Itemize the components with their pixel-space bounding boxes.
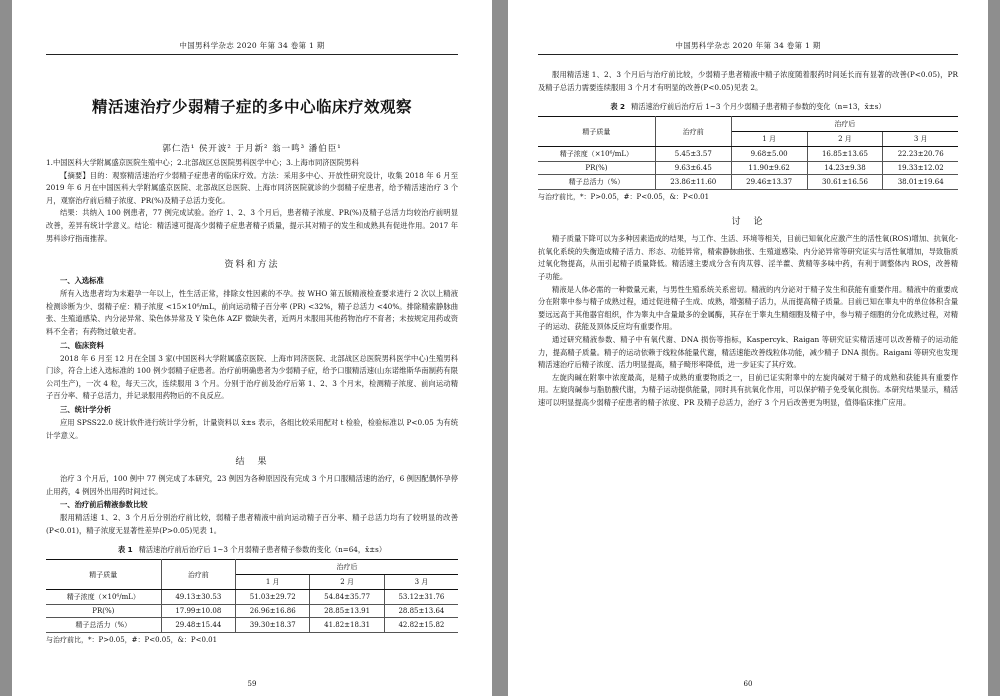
table1-note: 与治疗前比，*：P>0.05，#：P<0.05，&：P<0.01 <box>46 636 218 645</box>
abstract-p2: 结果：共纳入 100 例患者，77 例完成试验。治疗 1、2、3 个月后，患者精子浓度、PR(%)及精子总活力均较治疗前明显改善，差异有统计学意义。结论：精活速可提高少弱精子症患者精子质量，提示其对精子的发生和成熟具有促进作用。2017 年男科诊疗指南推荐。 <box>46 208 458 243</box>
table1-number: 表 1 <box>117 545 133 555</box>
table2-cell: 30.61±16.56 <box>807 175 883 190</box>
heading-subjects: 一、入选标准 <box>60 276 104 286</box>
discussion-p2: 精液是人体必需的一种微量元素，与男性生殖系统关系密切。精液的内分泌对于精子发生和获能有重要作用。精液中的重要成分在附睾中参与精子成熟过程，通过促进精子生成、成熟，增强精子活力，从而提高精子质量。目前已知在睾丸中的单位体积含量要远远高于其他器官组织，作为睾丸中含量最多的金属酶，其存在于睾丸生精细胞及精子中，参与精子细胞的分化成熟过程，对精子的运动、获能及顶体反应均有重要作用。 <box>538 284 958 332</box>
table1-cell: 28.85±13.91 <box>310 605 384 618</box>
table1-cell: 17.99±10.08 <box>161 605 235 618</box>
table2-cell: PR(%) <box>538 162 655 175</box>
table1-cell: 51.03±29.72 <box>236 590 310 605</box>
section-results: 结 果 <box>235 457 269 468</box>
table1-cell: 26.96±16.86 <box>236 605 310 618</box>
table-1 <box>46 559 458 633</box>
table1-cell: 29.48±15.44 <box>161 618 235 633</box>
page-number: 60 <box>743 680 753 688</box>
page-59 <box>12 0 492 696</box>
table2-note: 与治疗前比，*：P>0.05，#：P<0.05，&：P<0.01 <box>538 193 710 202</box>
table2-header-m1: 1 月 <box>731 132 807 147</box>
table1-cell: 28.85±13.64 <box>384 605 458 618</box>
table2-caption <box>538 102 958 112</box>
table1-header-param: 精子质量 <box>46 560 161 590</box>
table2-number: 表 2 <box>610 102 626 112</box>
table2-cell: 38.01±19.64 <box>883 175 958 190</box>
table2-cell: 9.68±5.00 <box>731 147 807 162</box>
page-60 <box>508 0 988 696</box>
para-param-changes: 服用精活速 1、2、3 个月后分别治疗前比较，弱精子患者精液中前向运动精子百分率、精子总活力均有了较明显的改善(P<0.01)，精子浓度无显著性差异(P>0.05)见表 1。 <box>46 513 458 535</box>
table1-cell: 49.13±30.53 <box>161 590 235 605</box>
table1-cell: 53.12±31.76 <box>384 590 458 605</box>
section-methods: 资料和方法 <box>224 260 280 271</box>
article-title: 精活速治疗少弱精子症的多中心临床疗效观察 <box>91 98 412 116</box>
table2-cell: 16.85±13.65 <box>807 147 883 162</box>
heading-statistics: 三、统计学分析 <box>60 404 112 414</box>
table1-header-after: 治疗后 <box>236 560 458 575</box>
running-head: 中国男科学杂志 2020 年第 34 卷第 1 期 <box>538 40 958 55</box>
table2-cell: 19.33±12.02 <box>883 162 958 175</box>
section-discussion: 讨 论 <box>731 217 765 228</box>
table2-header-m3: 3 月 <box>883 132 958 147</box>
table-row <box>46 590 458 605</box>
table-row <box>538 147 958 162</box>
table2-header-before: 治疗前 <box>655 117 731 147</box>
table1-cell: 54.84±35.77 <box>310 590 384 605</box>
running-head: 中国男科学杂志 2020 年第 34 卷第 1 期 <box>46 40 458 55</box>
table1-cell: PR(%) <box>46 605 161 618</box>
table2-cell: 22.23±20.76 <box>883 147 958 162</box>
discussion-p1: 精子质量下降可以为多种因素造成的结果，与工作、生活、环境等相关，目前已知氧化应激产生的活性氧(ROS)增加、抗氧化-抗氧化系统的失衡造成精子活力、形态、功能异常，精索静脉曲张、生殖道感染、内分泌异常等研究证实与活性氧增加，导致脂质过氧化物提高，从而引起精子质量降低。精活速主要成分含有肉苁蓉、淫羊藿、黄精等多味中药，有利于调整体内 ROS，改善精子功能。 <box>538 234 958 281</box>
table2-cell: 23.86±11.60 <box>655 175 731 190</box>
table2-cell: 精子浓度（×10⁶/mL） <box>538 147 655 162</box>
table2-cell: 5.45±3.57 <box>655 147 731 162</box>
table1-cell: 41.82±18.31 <box>310 618 384 633</box>
table-row <box>46 605 458 618</box>
table-row <box>46 618 458 633</box>
table2-header-param: 精子质量 <box>538 117 655 147</box>
para-statistics: 应用 SPSS22.0 统计软件进行统计学分析，计量资料以 x̄±s 表示，各组比较采用配对 t 检验，检验标准以 P<0.05 为有统计学意义。 <box>46 417 458 440</box>
abstract-p1: 【摘要】目的：观察精活速治疗少弱精子症患者的临床疗效。方法：采用多中心、开放性研究设计，收集 2018 年 6 月至 2019 年 6 月在中国医科大学附属盛京医院、北部战区总医院、上海市同济医院就诊的少弱精子症患者，给予精活速治疗 3 个月，观察治疗前后精子浓度、PR(%)及精子总活力变化。 <box>46 170 458 205</box>
table1-header-m2: 2 月 <box>310 575 384 590</box>
table-2 <box>538 116 958 190</box>
table-row <box>538 175 958 190</box>
authors: 郭仁浩¹ 侯开波² 于月新² 翁一鸣³ 潘伯臣¹ <box>162 144 342 154</box>
discussion-p4: 左旋肉碱在附睾中浓度最高，是精子成熟的重要物质之一，目前已证实附睾中的左旋肉碱对于精子的成熟和获能具有重要作用。左旋肉碱参与脂肪酸代谢，为精子运动提供能量，同时具有抗氧化作用，可以保护精子免受氧化损伤。本研究结果显示，精活速可以明显提高少弱精子症患者的精子浓度、PR 及精子总活力，治疗 3 个月后改善更为明显，值得临床推广应用。 <box>538 372 958 407</box>
page-gap <box>492 0 508 696</box>
para-subjects: 所有入选患者均为未避孕一年以上，性生活正常，排除女性因素的不孕。按 WHO 第五版精液检查要求进行 2 次以上精液检测诊断为少、弱精子症：精子浓度 <15×10⁶/mL，前向运动精子百分率 (PR) <32%，精子总活力 <40%。排除精索静脉曲张、生殖道感染、内分泌异常、染色体异常及 Y 染色体 AZF 微缺失者，近两月未服用其他药物治疗不育者；未按规定用药或资料不全者；有药物过敏史者。 <box>46 289 458 336</box>
affiliation: 1.中国医科大学附属盛京医院生殖中心；2.北部战区总医院男科医学中心；3.上海市同济医院男科 <box>46 158 359 167</box>
table2-header-after: 治疗后 <box>731 117 958 132</box>
para-clinical-data: 2018 年 6 月至 12 月在全国 3 家(中国医科大学附属盛京医院、上海市同济医院、北部战区总医院男科医学中心)生殖男科门诊，符合上述入选标准的 100 例少弱精子症患者。治疗前明确患者为少弱精子症，给予口服精活速(山东诺维斯华南制药有限公司生产)，一次 4 粒，每天三次，连续服用 3 个月。分别于治疗前及治疗后第 1、2、3 个月末，检测精子浓度、前向运动精子百分率、精子总活力，并记录服用药物后的不良反应。 <box>46 353 458 401</box>
table1-cell: 精子浓度（×10⁶/mL） <box>46 590 161 605</box>
page-number: 59 <box>247 680 257 688</box>
para-intro: 服用精活速 1、2、3 个月后与治疗前比较，少弱精子患者精液中精子浓度随着服药时间延长而有显著的改善(P<0.05)，PR 及精子总活力需要连续服用 3 个月才有明显的改善(P<0.05)见表 2。 <box>538 70 958 92</box>
table1-caption <box>46 545 458 555</box>
table1-header-m1: 1 月 <box>236 575 310 590</box>
discussion-p3: 通过研究精液参数、精子中有氧代谢、DNA 损伤等指标，Kaspercyk、Raigan 等研究证实精活速可以改善精子的运动能力，提高精子质量。精子的运动依赖于线粒体能量代谢，精活速能改善线粒体功能，减少精子 DNA 损伤。Raigani 等研究也发现精活速治疗后精子浓度、活力明显提高，精子畸形率降低，进一步证实了其疗效。 <box>538 334 958 370</box>
table1-caption-text: 精活速治疗前后治疗后 1~3 个月弱精子患者精子参数的变化（n=64，x̄±s） <box>138 545 387 555</box>
table2-caption-text: 精活速治疗前后治疗后 1~3 个月少弱精子患者精子参数的变化（n=13，x̄±s） <box>631 102 886 112</box>
table2-cell: 14.23±9.38 <box>807 162 883 175</box>
table1-cell: 42.82±15.82 <box>384 618 458 633</box>
table1-cell: 精子总活力（%） <box>46 618 161 633</box>
table1-cell: 39.30±18.37 <box>236 618 310 633</box>
heading-clinical-data: 二、临床资料 <box>60 340 104 350</box>
table1-header-m3: 3 月 <box>384 575 458 590</box>
table2-cell: 9.63±6.45 <box>655 162 731 175</box>
heading-param-changes: 一、治疗前后精液参数比较 <box>60 500 148 510</box>
table2-header-m2: 2 月 <box>807 132 883 147</box>
table2-cell: 精子总活力（%） <box>538 175 655 190</box>
para-results: 治疗 3 个月后，100 例中 77 例完成了本研究，23 例因为各种原因没有完成 3 个月口服精活速的治疗，6 例因配偶怀孕停止用药，4 例因外出用药时间过长。 <box>46 474 458 496</box>
table1-header-before: 治疗前 <box>161 560 235 590</box>
table2-cell: 29.46±13.37 <box>731 175 807 190</box>
table2-cell: 11.90±9.62 <box>731 162 807 175</box>
table-row <box>538 162 958 175</box>
